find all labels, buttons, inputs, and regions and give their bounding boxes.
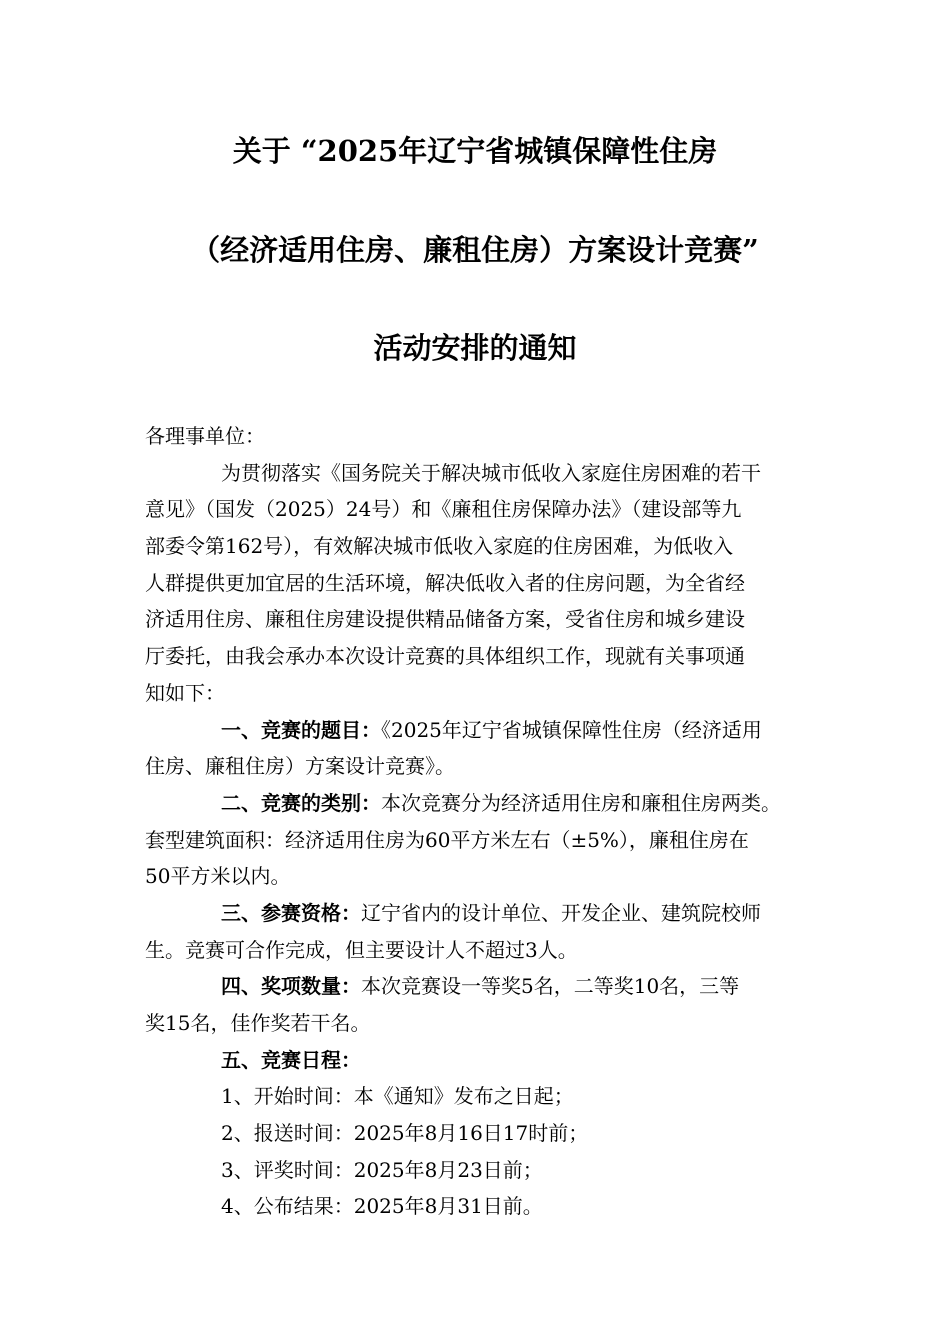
section-1-first-line — [145, 712, 817, 749]
schedule-item: 3、评奖时间：2025年8月23日前； — [221, 1157, 543, 1182]
section-2-first-line — [145, 785, 817, 822]
notice-body — [145, 418, 817, 1225]
section-2-text: 本次竞赛分为经济适用住房和廉租住房两类。 — [381, 790, 781, 815]
section-2-line: 套型建筑面积：经济适用住房为60平方米左右（±5%），廉租住房在 — [145, 827, 749, 852]
section-4-first-line — [145, 968, 817, 1005]
section-2-heading: 二、竞赛的类别： — [221, 790, 381, 815]
intro-line: 知如下： — [145, 680, 225, 705]
section-3-text: 辽宁省内的设计单位、开发企业、建筑院校师 — [361, 900, 761, 925]
section-5-heading: 五、竞赛日程： — [221, 1047, 361, 1072]
schedule-item: 2、报送时间：2025年8月16日17时前； — [221, 1121, 589, 1146]
section-4-heading: 四、奖项数量： — [221, 974, 361, 999]
section-3-first-line — [145, 895, 817, 932]
section-1-heading: 一、竞赛的题目： — [221, 717, 381, 742]
intro-line: 济适用住房、廉租住房建设提供精品储备方案，受省住房和城乡建设 — [145, 607, 745, 632]
schedule-item: 1、开始时间：本《通知》发布之日起； — [221, 1084, 574, 1109]
section-3-line: 生。竞赛可合作完成，但主要设计人不超过3人。 — [145, 937, 578, 962]
intro-line: 为贯彻落实《国务院关于解决城市低收入家庭住房困难的若干 — [221, 460, 761, 485]
section-2-line: 50平方米以内。 — [145, 864, 291, 889]
section-4-text: 本次竞赛设一等奖5名，二等奖10名，三等 — [361, 974, 740, 999]
section-3-heading: 三、参赛资格： — [221, 900, 361, 925]
intro-line: 意见》（国发（2025）24号）和《廉租住房保障办法》（建设部等九 — [145, 497, 742, 522]
intro-line: 部委令第162号），有效解决城市低收入家庭的住房困难，为低收入 — [145, 534, 734, 559]
section-1-text: 《2025年辽宁省城镇保障性住房（经济适用 — [381, 717, 762, 742]
section-4-line: 奖15名，佳作奖若干名。 — [145, 1011, 371, 1035]
title-line-3: 活动安排的通知 — [373, 331, 577, 365]
intro-line: 厅委托，由我会承办本次设计竞赛的具体组织工作，现就有关事项通 — [145, 644, 745, 669]
schedule-item: 4、公布结果：2025年8月31日前。 — [221, 1194, 543, 1219]
title-line-2: （经济适用住房、廉租住房）方案设计竞赛” — [191, 233, 759, 267]
intro-line: 人群提供更加宜居的生活环境，解决低收入者的住房问题，为全省经 — [145, 570, 745, 595]
salutation: 各理事单位： — [145, 424, 265, 448]
title-line-1: 关于 “2025年辽宁省城镇保障性住房 — [232, 134, 718, 168]
section-1-line: 住房、廉租住房）方案设计竞赛》。 — [145, 754, 455, 779]
